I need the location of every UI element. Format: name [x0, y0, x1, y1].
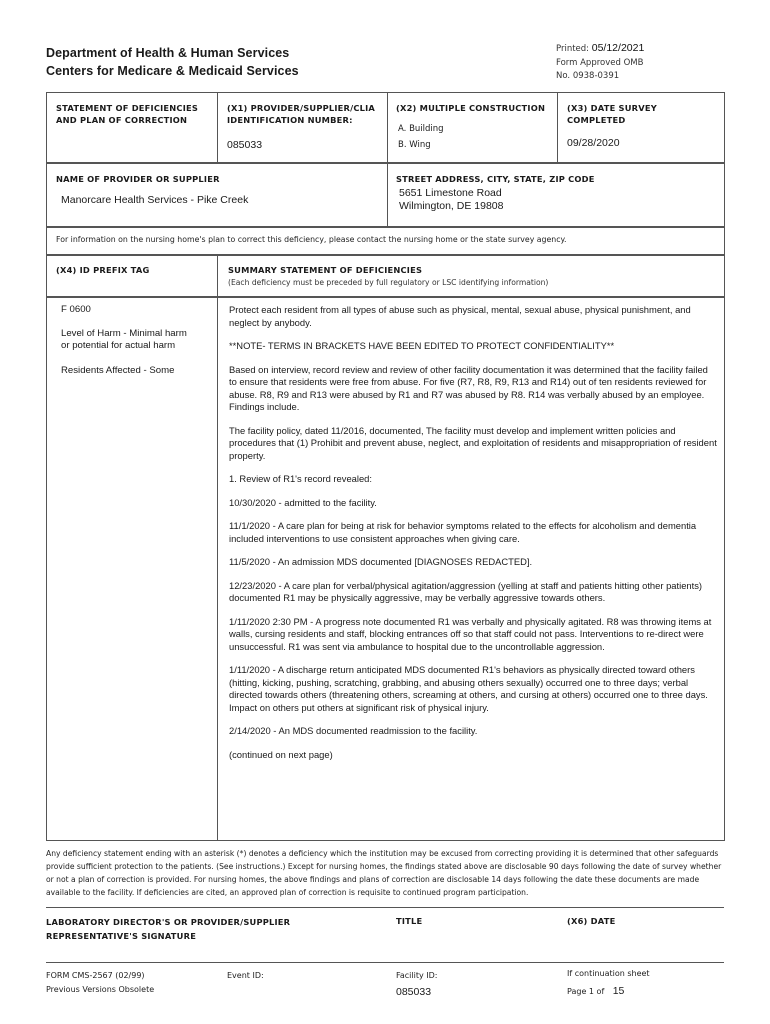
body-paragraph: 11/1/2020 - A care plan for being at risk for behavior symptoms related to the effects for alcoholism and dementia included interventions to use consistent approaches when giving care. — [229, 520, 697, 544]
omb-approval: Form Approved OMB — [556, 58, 644, 68]
harm-line2: or potential for actual harm — [61, 340, 176, 351]
centers-title: Centers for Medicare & Medicaid Services — [46, 64, 299, 78]
page-indicator — [567, 981, 624, 999]
provider-label: NAME OF PROVIDER OR SUPPLIER — [56, 174, 220, 184]
body-paragraph: 1/11/2020 - A discharge return anticipated MDS documented R1's behaviors as physically directed toward others (hitting, kicking, pushing, scratching, grabbing, and abusing others sexually) occurred one to three days; verbal directed towards others (threatening others, screaming at others, and cursing at others) occurred one to three days. Impact on others put others at significant risk of physical injury. — [229, 664, 708, 713]
body-paragraph: 2/14/2020 - An MDS documented readmission to the facility. — [229, 725, 478, 736]
facility-id-value: 085033 — [396, 986, 432, 998]
body-paragraph: 12/23/2020 - A care plan for verbal/physical agitation/aggression (yelling at staff and patients hitting other patients) documented R1 may be physically aggressive, may be verbally aggressive towards others. — [229, 579, 703, 603]
body-paragraph: 1. Review of R1's record revealed: — [229, 473, 373, 484]
x1-label: (X1) PROVIDER/SUPPLIER/CLIA IDENTIFICATION NUMBER: — [227, 103, 376, 125]
address-line2: Wilmington, DE 19808 — [399, 200, 504, 212]
address-label: STREET ADDRESS, CITY, STATE, ZIP CODE — [396, 174, 595, 184]
x2-building: A. Building — [398, 124, 444, 134]
address-line1: 5651 Limestone Road — [399, 187, 502, 199]
x2-wing: B. Wing — [398, 140, 431, 150]
department-title: Department of Health & Human Services — [46, 46, 290, 60]
form-number: FORM CMS-2567 (02/99) — [46, 971, 145, 980]
previous-versions: Previous Versions Obsolete — [46, 985, 155, 994]
summary-text — [229, 304, 717, 772]
page-label: Page 1 of — [567, 987, 605, 996]
x1-value: 085033 — [227, 139, 263, 151]
harm-line1: Level of Harm - Minimal harm — [61, 327, 187, 339]
x3-label: (X3) DATE SURVEY COMPLETED — [567, 103, 657, 125]
title-label: TITLE — [396, 916, 423, 926]
x3-value: 09/28/2020 — [567, 137, 620, 149]
date-label: (X6) DATE — [567, 916, 616, 926]
event-id-label: Event ID: — [227, 971, 264, 980]
info-line: For information on the nursing home's plan to correct this deficiency, please contact the nursing home or the state survey agency. — [56, 235, 567, 244]
residents-affected: Residents Affected - Some — [61, 364, 175, 376]
lab-director-signature-label: LABORATORY DIRECTOR'S OR PROVIDER/SUPPLIER REPRESENTATIVE'S SIGNATURE — [46, 917, 291, 941]
continued-note: (continued on next page) — [229, 748, 333, 760]
body-paragraph: 10/30/2020 - admitted to the facility. — [229, 496, 377, 508]
disclosure-footnote: Any deficiency statement ending with an asterisk (*) denotes a deficiency which the institution may be excused from correcting providing it is determined that other safeguards provide sufficient protection to the patients. (See instructions.) Except for nursing homes, the findings stated above are disclosable 90 days following the date of survey whether or not a plan of correction is provided. For nursing homes, the above findings and plans of correction are disclosable 14 days following the date these documents are made available to the facility. If deficiencies are cited, an approved plan of correction is requisite to continued program participation. — [46, 849, 722, 897]
body-paragraph: Based on interview, record review and review of other facility documentation it was determined that the facility failed to ensure that residents were free from abuse. For five (R7, R8, R9, R13 and R14) out of ten residents reviewed for abuse. R8, R9 and R13 were abused by R1 and R7 was abused by R8. R14 was verbally abused by an employee. Findings include. — [229, 363, 708, 412]
tag-column — [61, 304, 211, 377]
table-header-box — [46, 254, 725, 298]
printed-label: Printed: — [556, 44, 590, 54]
body-paragraph: 11/5/2020 - An admission MDS documented [DIAGNOSES REDACTED]. — [229, 556, 533, 567]
body-paragraph: **NOTE- TERMS IN BRACKETS HAVE BEEN EDITED TO PROTECT CONFIDENTIALITY** — [229, 340, 615, 351]
printed-date: 05/12/2021 — [591, 42, 645, 54]
printed-block — [556, 42, 644, 54]
body-paragraph: 1/11/2020 2:30 PM - A progress note documented R1 was verbally and physically agitated. R8 was throwing items at walls, cursing residents and staff, blocking entrances off so that staff could not pass. Interventions to re-direct were unsuccessful. R1 was sent via ambulance to hospital due to the uncontrollable aggression. — [229, 615, 712, 652]
continuation-sheet: If continuation sheet — [567, 969, 650, 978]
omb-number: No. 0938-0391 — [556, 71, 620, 81]
body-paragraph: The facility policy, dated 11/2016, documented, The facility must develop and implement written policies and procedures that (1) Prohibit and prevent abuse, neglect, and exploitation of residents and misappropriation of resident property. — [229, 424, 717, 461]
x4-label: (X4) ID PREFIX TAG — [56, 265, 150, 275]
statement-label: STATEMENT OF DEFICIENCIES AND PLAN OF CORRECTION — [56, 103, 199, 125]
x2-label: (X2) MULTIPLE CONSTRUCTION — [396, 103, 546, 113]
body-paragraph: Protect each resident from all types of abuse such as physical, mental, sexual abuse, physical punishment, and neglect by anybody. — [229, 304, 691, 328]
page-total: 15 — [612, 985, 625, 997]
summary-sub: (Each deficiency must be preceded by full regulatory or LSC identifying information) — [228, 278, 549, 287]
provider-value: Manorcare Health Services - Pike Creek — [61, 194, 249, 206]
summary-label: SUMMARY STATEMENT OF DEFICIENCIES — [228, 265, 423, 275]
tag-code: F 0600 — [61, 304, 91, 315]
facility-id-label: Facility ID: — [396, 971, 438, 980]
